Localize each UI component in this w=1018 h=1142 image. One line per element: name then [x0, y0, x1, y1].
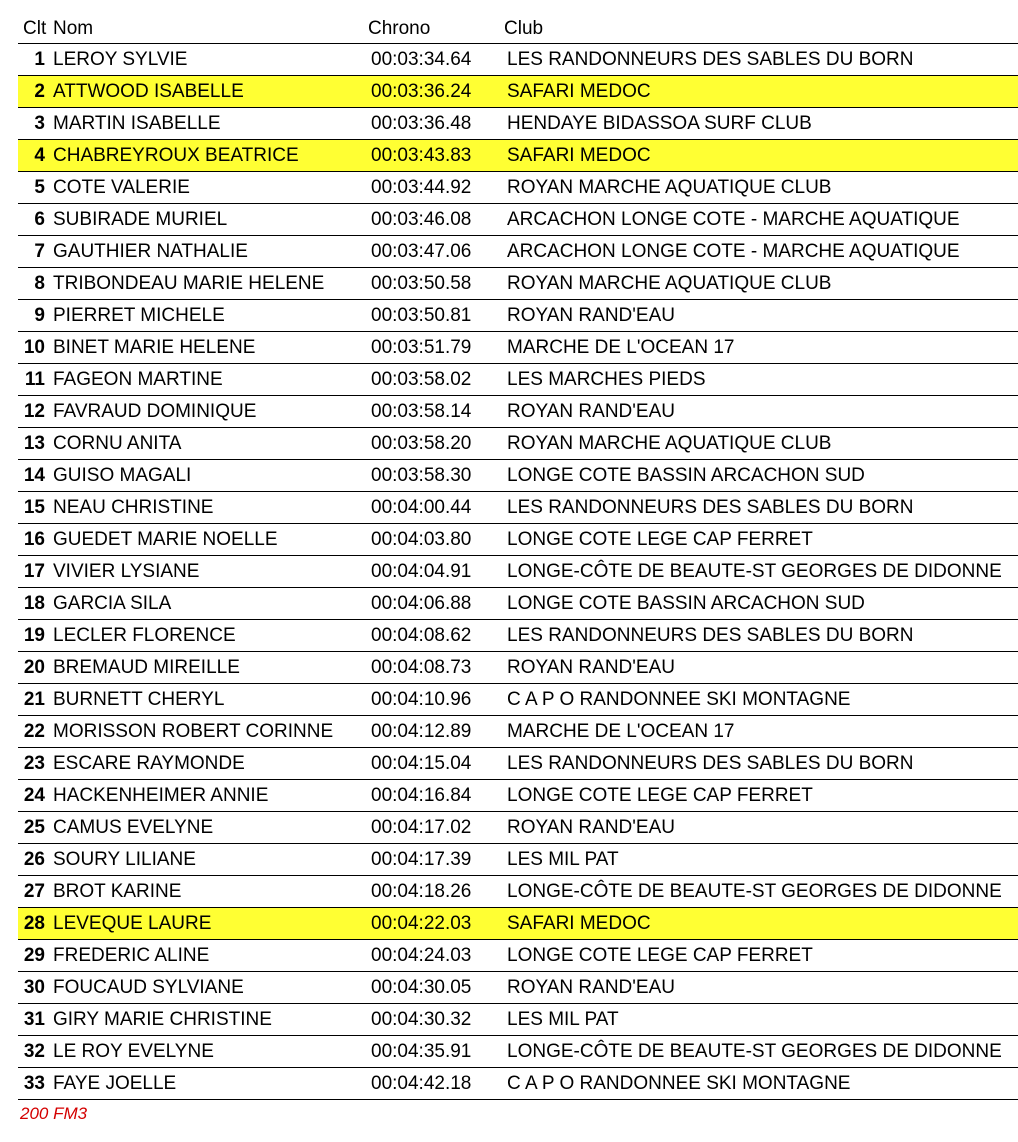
cell-rank: 22	[23, 720, 45, 742]
cell-rank: 30	[23, 976, 45, 998]
cell-name: HACKENHEIMER ANNIE	[53, 784, 269, 806]
cell-time: 00:03:36.48	[371, 112, 472, 134]
cell-club: SAFARI MEDOC	[507, 80, 651, 102]
table-row	[18, 908, 1018, 940]
cell-time: 00:03:46.08	[371, 208, 472, 230]
table-row	[18, 364, 1018, 396]
cell-name: LEROY SYLVIE	[53, 48, 188, 70]
cell-rank: 27	[23, 880, 45, 902]
cell-club: ROYAN RAND'EAU	[507, 976, 675, 998]
table-row	[18, 876, 1018, 908]
cell-rank: 11	[24, 368, 45, 390]
cell-time: 00:03:44.92	[371, 176, 472, 198]
cell-name: BURNETT CHERYL	[53, 688, 225, 710]
cell-name: GUEDET MARIE NOELLE	[53, 528, 278, 550]
cell-club: SAFARI MEDOC	[507, 144, 651, 166]
cell-rank: 8	[34, 272, 45, 294]
cell-name: FAYE JOELLE	[53, 1072, 177, 1094]
table-row	[18, 524, 1018, 556]
table-row	[18, 140, 1018, 172]
cell-club: LONGE COTE BASSIN ARCACHON SUD	[507, 464, 865, 486]
header-time: Chrono	[368, 18, 431, 39]
cell-time: 00:04:10.96	[371, 688, 472, 710]
cell-rank: 18	[23, 592, 45, 614]
cell-club: SAFARI MEDOC	[507, 912, 651, 934]
table-row	[18, 108, 1018, 140]
cell-club: ROYAN RAND'EAU	[507, 656, 675, 678]
footer-note: 200 FM3	[20, 1104, 88, 1123]
cell-time: 00:04:24.03	[371, 944, 472, 966]
cell-name: GARCIA SILA	[53, 592, 172, 614]
cell-name: TRIBONDEAU MARIE HELENE	[53, 272, 325, 294]
table-row	[18, 588, 1018, 620]
table-row	[18, 620, 1018, 652]
cell-name: ATTWOOD ISABELLE	[53, 80, 244, 102]
cell-time: 00:03:36.24	[371, 80, 472, 102]
cell-rank: 15	[23, 496, 45, 518]
header-club: Club	[504, 18, 544, 39]
cell-club: LES MARCHES PIEDS	[507, 368, 706, 390]
cell-time: 00:03:50.58	[371, 272, 472, 294]
header-name: Nom	[53, 18, 94, 39]
cell-name: BREMAUD MIREILLE	[53, 656, 240, 678]
cell-rank: 7	[34, 240, 45, 262]
cell-name: GAUTHIER NATHALIE	[53, 240, 248, 262]
table-row	[18, 396, 1018, 428]
cell-name: CAMUS EVELYNE	[53, 816, 214, 838]
cell-time: 00:03:51.79	[371, 336, 472, 358]
cell-name: FAVRAUD DOMINIQUE	[53, 400, 257, 422]
cell-club: ROYAN MARCHE AQUATIQUE CLUB	[507, 176, 832, 198]
cell-name: GIRY MARIE CHRISTINE	[53, 1008, 272, 1030]
cell-rank: 9	[34, 304, 45, 326]
cell-club: ROYAN RAND'EAU	[507, 400, 675, 422]
cell-time: 00:03:47.06	[371, 240, 472, 262]
cell-rank: 33	[23, 1072, 45, 1094]
cell-name: LE ROY EVELYNE	[53, 1040, 214, 1062]
cell-name: VIVIER LYSIANE	[53, 560, 200, 582]
cell-name: BINET MARIE HELENE	[53, 336, 256, 358]
cell-time: 00:03:43.83	[371, 144, 472, 166]
cell-time: 00:03:50.81	[371, 304, 472, 326]
table-row	[18, 972, 1018, 1004]
table-header	[18, 12, 1018, 44]
table-body	[18, 44, 1018, 1100]
cell-club: LES MIL PAT	[507, 848, 619, 870]
cell-time: 00:04:30.32	[371, 1008, 472, 1030]
cell-name: PIERRET MICHELE	[53, 304, 225, 326]
cell-name: LEVEQUE LAURE	[53, 912, 212, 934]
cell-time: 00:04:42.18	[371, 1072, 472, 1094]
cell-club: LES RANDONNEURS DES SABLES DU BORN	[507, 752, 914, 774]
table-row	[18, 780, 1018, 812]
table-row	[18, 1004, 1018, 1036]
cell-club: C A P O RANDONNEE SKI MONTAGNE	[507, 1072, 851, 1094]
cell-time: 00:04:22.03	[371, 912, 472, 934]
table-row	[18, 940, 1018, 972]
table-row	[18, 44, 1018, 76]
cell-time: 00:04:04.91	[371, 560, 472, 582]
cell-rank: 4	[34, 144, 45, 166]
cell-rank: 14	[23, 464, 45, 486]
table-row	[18, 652, 1018, 684]
cell-name: SUBIRADE MURIEL	[53, 208, 228, 230]
table-row	[18, 716, 1018, 748]
table-row	[18, 460, 1018, 492]
results-table	[18, 12, 1018, 1100]
cell-name: COTE VALERIE	[53, 176, 190, 198]
cell-name: CHABREYROUX BEATRICE	[53, 144, 299, 166]
table-row	[18, 844, 1018, 876]
table-row	[18, 684, 1018, 716]
cell-name: MORISSON ROBERT CORINNE	[53, 720, 334, 742]
cell-time: 00:03:58.30	[371, 464, 472, 486]
cell-time: 00:04:17.39	[371, 848, 472, 870]
table-row	[18, 268, 1018, 300]
cell-rank: 10	[23, 336, 45, 358]
cell-time: 00:03:58.14	[371, 400, 472, 422]
cell-name: ESCARE RAYMONDE	[53, 752, 245, 774]
cell-club: LES RANDONNEURS DES SABLES DU BORN	[507, 496, 914, 518]
cell-rank: 19	[23, 624, 45, 646]
table-row	[18, 1036, 1018, 1068]
cell-time: 00:04:35.91	[371, 1040, 472, 1062]
table-row	[18, 812, 1018, 844]
cell-club: C A P O RANDONNEE SKI MONTAGNE	[507, 688, 851, 710]
cell-time: 00:04:16.84	[371, 784, 472, 806]
cell-time: 00:03:58.02	[371, 368, 472, 390]
cell-rank: 25	[23, 816, 45, 838]
table-row	[18, 428, 1018, 460]
cell-rank: 26	[23, 848, 45, 870]
cell-club: LES RANDONNEURS DES SABLES DU BORN	[507, 624, 914, 646]
cell-time: 00:04:03.80	[371, 528, 472, 550]
cell-name: LECLER FLORENCE	[53, 624, 236, 646]
cell-rank: 31	[23, 1008, 45, 1030]
cell-rank: 20	[23, 656, 45, 678]
cell-name: FAGEON MARTINE	[53, 368, 223, 390]
cell-rank: 29	[23, 944, 45, 966]
cell-club: LONGE COTE LEGE CAP FERRET	[507, 944, 813, 966]
cell-rank: 2	[34, 80, 45, 102]
cell-rank: 1	[34, 48, 45, 70]
cell-club: LES MIL PAT	[507, 1008, 619, 1030]
cell-rank: 12	[23, 400, 45, 422]
table-row	[18, 492, 1018, 524]
cell-club: MARCHE DE L'OCEAN 17	[507, 720, 735, 742]
cell-rank: 28	[23, 912, 45, 934]
cell-club: LONGE-CÔTE DE BEAUTE-ST GEORGES DE DIDONNE	[507, 560, 1002, 582]
cell-rank: 21	[23, 688, 45, 710]
cell-time: 00:04:30.05	[371, 976, 472, 998]
cell-club: MARCHE DE L'OCEAN 17	[507, 336, 735, 358]
cell-time: 00:03:34.64	[371, 48, 472, 70]
cell-time: 00:04:08.62	[371, 624, 472, 646]
cell-club: LONGE COTE LEGE CAP FERRET	[507, 784, 813, 806]
cell-time: 00:04:15.04	[371, 752, 472, 774]
cell-rank: 6	[34, 208, 45, 230]
table-row	[18, 204, 1018, 236]
cell-club: ARCACHON LONGE COTE - MARCHE AQUATIQUE	[507, 208, 960, 230]
cell-name: SOURY LILIANE	[53, 848, 196, 870]
cell-time: 00:04:06.88	[371, 592, 472, 614]
cell-name: NEAU CHRISTINE	[53, 496, 214, 518]
cell-name: BROT KARINE	[53, 880, 182, 902]
cell-club: LONGE COTE BASSIN ARCACHON SUD	[507, 592, 865, 614]
table-row	[18, 300, 1018, 332]
cell-club: LONGE-CÔTE DE BEAUTE-ST GEORGES DE DIDONNE	[507, 880, 1002, 902]
table-row	[18, 556, 1018, 588]
cell-time: 00:04:17.02	[371, 816, 472, 838]
cell-rank: 32	[23, 1040, 45, 1062]
cell-club: LES RANDONNEURS DES SABLES DU BORN	[507, 48, 914, 70]
cell-rank: 24	[23, 784, 45, 806]
cell-time: 00:04:12.89	[371, 720, 472, 742]
table-row	[18, 76, 1018, 108]
table-row	[18, 236, 1018, 268]
table-row	[18, 1068, 1018, 1100]
table-row	[18, 332, 1018, 364]
header-rank: Clt	[23, 18, 47, 39]
cell-name: GUISO MAGALI	[53, 464, 192, 486]
table-row	[18, 748, 1018, 780]
cell-club: LONGE COTE LEGE CAP FERRET	[507, 528, 813, 550]
cell-name: MARTIN ISABELLE	[53, 112, 221, 134]
cell-rank: 23	[23, 752, 45, 774]
cell-club: LONGE-CÔTE DE BEAUTE-ST GEORGES DE DIDONNE	[507, 1040, 1002, 1062]
cell-time: 00:04:00.44	[371, 496, 472, 518]
cell-club: ROYAN MARCHE AQUATIQUE CLUB	[507, 432, 832, 454]
cell-rank: 13	[23, 432, 45, 454]
cell-name: FOUCAUD SYLVIANE	[53, 976, 244, 998]
cell-club: ROYAN RAND'EAU	[507, 816, 675, 838]
cell-club: ROYAN RAND'EAU	[507, 304, 675, 326]
cell-rank: 3	[34, 112, 45, 134]
cell-club: HENDAYE BIDASSOA SURF CLUB	[507, 112, 812, 134]
cell-club: ARCACHON LONGE COTE - MARCHE AQUATIQUE	[507, 240, 960, 262]
table-row	[18, 172, 1018, 204]
cell-name: CORNU ANITA	[53, 432, 182, 454]
cell-club: ROYAN MARCHE AQUATIQUE CLUB	[507, 272, 832, 294]
cell-time: 00:04:08.73	[371, 656, 472, 678]
cell-rank: 5	[34, 176, 45, 198]
cell-name: FREDERIC ALINE	[53, 944, 210, 966]
cell-rank: 16	[23, 528, 45, 550]
cell-rank: 17	[23, 560, 45, 582]
cell-time: 00:04:18.26	[371, 880, 472, 902]
cell-time: 00:03:58.20	[371, 432, 472, 454]
